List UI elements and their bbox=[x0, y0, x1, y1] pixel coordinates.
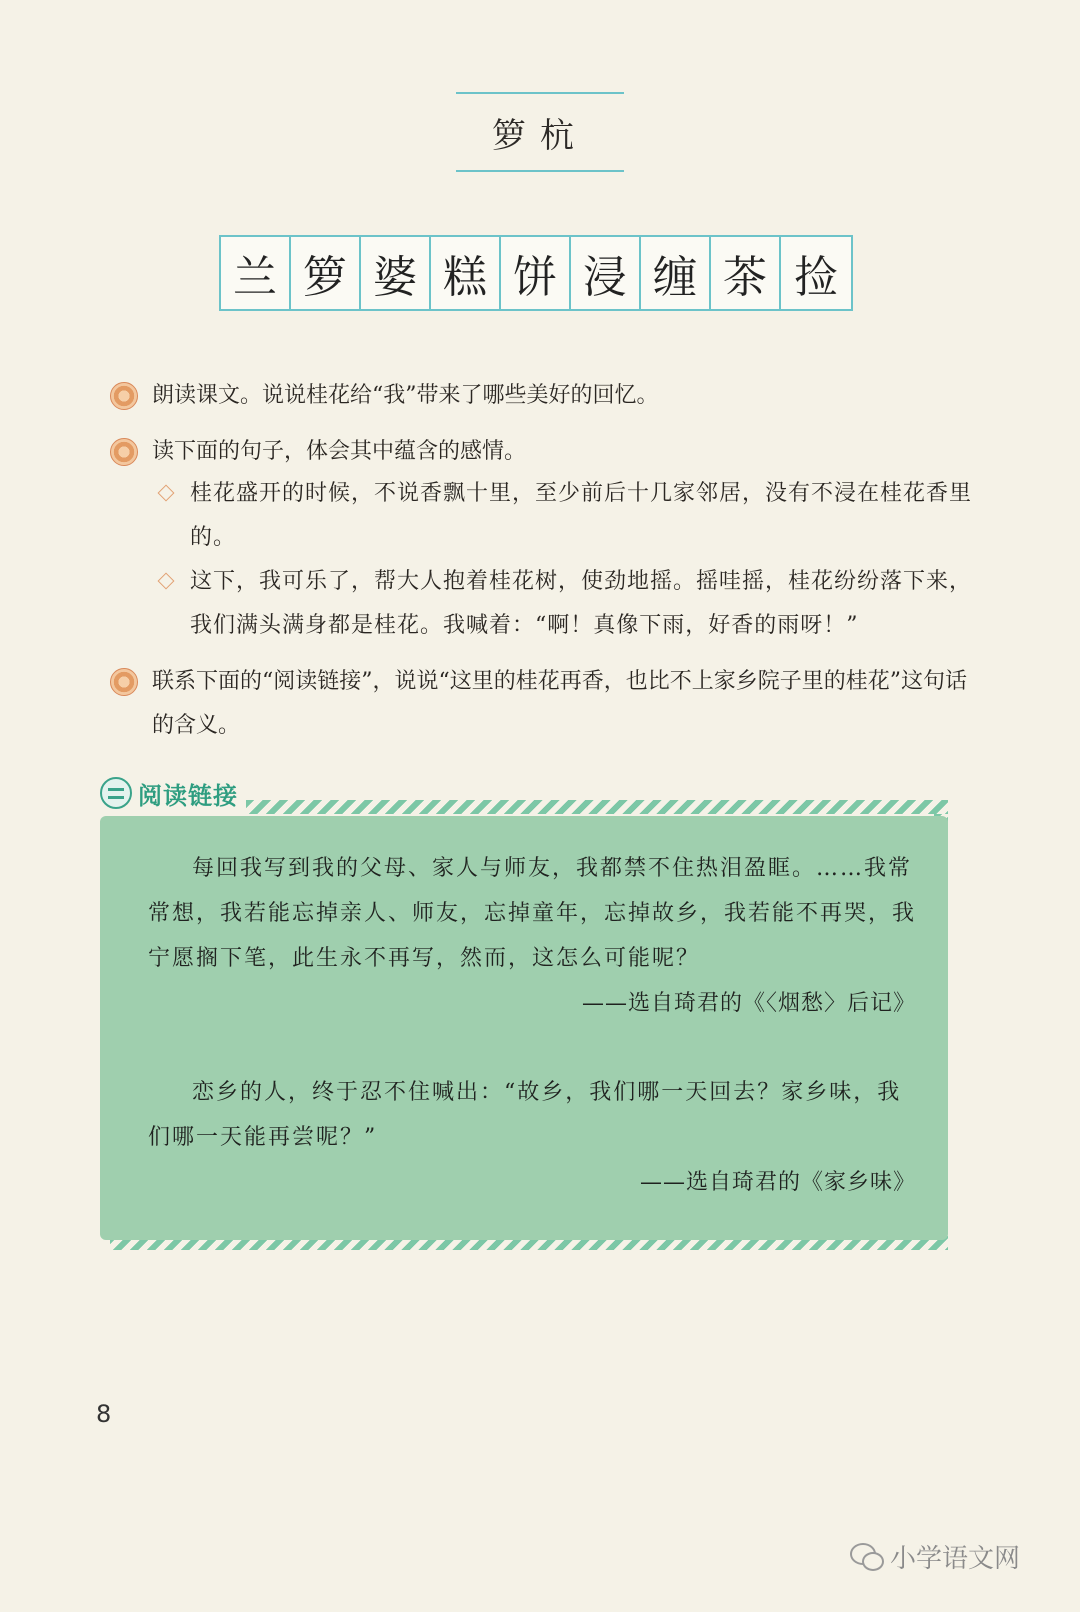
wechat-icon bbox=[850, 1543, 882, 1571]
hatch-stripe bbox=[246, 800, 948, 814]
character-cell: 婆 bbox=[361, 237, 431, 309]
character-cell: 茶 bbox=[711, 237, 781, 309]
sentence-text: 这下，我可乐了，帮大人抱着桂花树，使劲地摇。摇哇摇，桂花纷纷落下来，我们满头满身都是桂花。我喊着：“啊！真像下雨，好香的雨呀！” bbox=[190, 569, 973, 638]
header-word-box: 箩杭 bbox=[456, 92, 624, 172]
page-number: 8 bbox=[96, 1400, 112, 1428]
book-icon bbox=[100, 777, 132, 809]
exercise-item bbox=[110, 430, 980, 474]
character-cell: 捡 bbox=[794, 252, 838, 303]
sentence-item bbox=[160, 560, 980, 648]
character-cell: 缠 bbox=[641, 237, 711, 309]
diamond-bullet-icon bbox=[158, 485, 175, 502]
reading-passage: 恋乡的人，终于忍不住喊出：“故乡，我们哪一天回去？家乡味，我们哪一天能再尝呢？” bbox=[148, 1080, 902, 1150]
character-cell: 饼 bbox=[501, 237, 571, 309]
character-cell: 箩 bbox=[291, 237, 361, 309]
sentence-item bbox=[160, 472, 980, 560]
character-cell: 浸 bbox=[571, 237, 641, 309]
character-cell: 糕 bbox=[431, 237, 501, 309]
reading-link-tab bbox=[100, 775, 238, 811]
reading-link-title: 阅读链接 bbox=[138, 781, 238, 810]
diamond-bullet-icon bbox=[158, 573, 175, 590]
sentence-text: 桂花盛开的时候，不说香飘十里，至少前后十几家邻居，没有不浸在桂花香里的。 bbox=[190, 481, 973, 550]
exercise-bullet-icon bbox=[110, 668, 138, 696]
exercise-bullet-icon bbox=[110, 382, 138, 410]
passage-source: ——选自琦君的《〈烟愁〉后记》 bbox=[581, 991, 916, 1016]
watermark-text: 小学语文网 bbox=[889, 1544, 1020, 1574]
passage-source: ——选自琦君的《家乡味》 bbox=[639, 1170, 916, 1195]
character-grid bbox=[219, 235, 853, 311]
exercise-text: 读下面的句子，体会其中蕴含的感情。 bbox=[152, 439, 527, 464]
reading-passage: 每回我写到我的父母、家人与师友，我都禁不住热泪盈眶。……我常常想，我若能忘掉亲人、师友，忘掉童年，忘掉故乡，我若能不再哭，我宁愿搁下笔，此生永不再写，然而，这怎么可能呢？ bbox=[148, 856, 917, 971]
character-cell: 兰 bbox=[221, 237, 291, 309]
exercise-text: 联系下面的“阅读链接”，说说“这里的桂花再香，也比不上家乡院子里的桂花”这句话的含义。 bbox=[152, 669, 967, 738]
exercise-text: 朗读课文。说说桂花给“我”带来了哪些美好的回忆。 bbox=[152, 383, 659, 408]
watermark bbox=[850, 1538, 1020, 1575]
exercise-bullet-icon bbox=[110, 438, 138, 466]
exercise-item bbox=[110, 660, 980, 748]
exercise-item bbox=[110, 374, 980, 418]
